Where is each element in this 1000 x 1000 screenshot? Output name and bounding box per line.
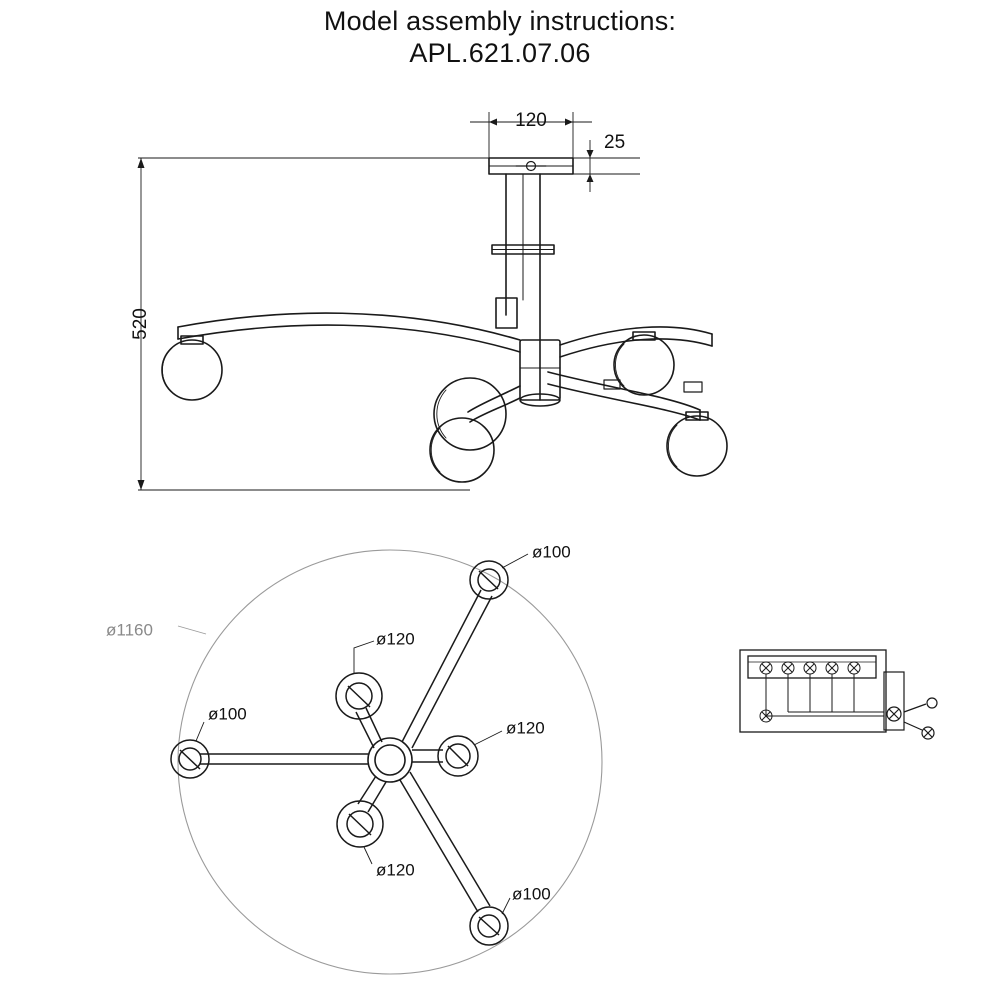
arm-left-long <box>178 313 520 352</box>
terminal-screws <box>760 662 860 674</box>
globe-far-left <box>162 336 222 400</box>
title-line-1: Model assembly instructions: <box>323 6 677 36</box>
arm-left-lower <box>468 386 520 422</box>
plan-view <box>171 550 602 974</box>
front-view-dimensions <box>138 112 641 490</box>
plan-view-leaders <box>178 554 528 914</box>
globe-front-lower <box>430 418 494 482</box>
stem-tube <box>506 174 540 400</box>
dim-label-globe-upper-left: ø120 <box>376 629 415 649</box>
dim-label-globe-lower-left: ø120 <box>376 860 415 880</box>
globe-front-upper <box>434 378 506 450</box>
plan-arm-bottom <box>400 772 508 945</box>
dim-label-25: 25 <box>604 132 626 154</box>
dim-label-globe-right: ø120 <box>506 718 545 738</box>
dim-label-globe-top-right: ø100 <box>532 542 571 562</box>
dim-label-520: 520 <box>130 308 152 340</box>
dim-label-120: 120 <box>515 110 547 132</box>
dim-label-outer-diameter: ø1160 <box>106 620 153 640</box>
terminal-block-detail <box>740 650 937 739</box>
terminal-wires <box>766 674 884 716</box>
ceiling-canopy <box>489 158 573 174</box>
title-line-2: APL.621.07.06 <box>409 37 591 68</box>
plan-arm-lower-left <box>337 776 386 847</box>
globe-right-lower <box>667 412 727 476</box>
plan-arm-top-right <box>402 561 508 748</box>
dim-label-globe-bottom: ø100 <box>512 884 551 904</box>
front-elevation-view <box>162 158 727 482</box>
plan-arm-left <box>171 740 368 778</box>
plan-center-hub <box>368 738 412 782</box>
dim-label-globe-left: ø100 <box>208 704 247 724</box>
arm-right-lower <box>548 372 700 420</box>
plan-arm-upper-left <box>336 673 382 748</box>
outer-envelope-circle <box>178 550 602 974</box>
terminal-output-block <box>884 672 937 739</box>
plan-arm-right <box>412 736 478 776</box>
